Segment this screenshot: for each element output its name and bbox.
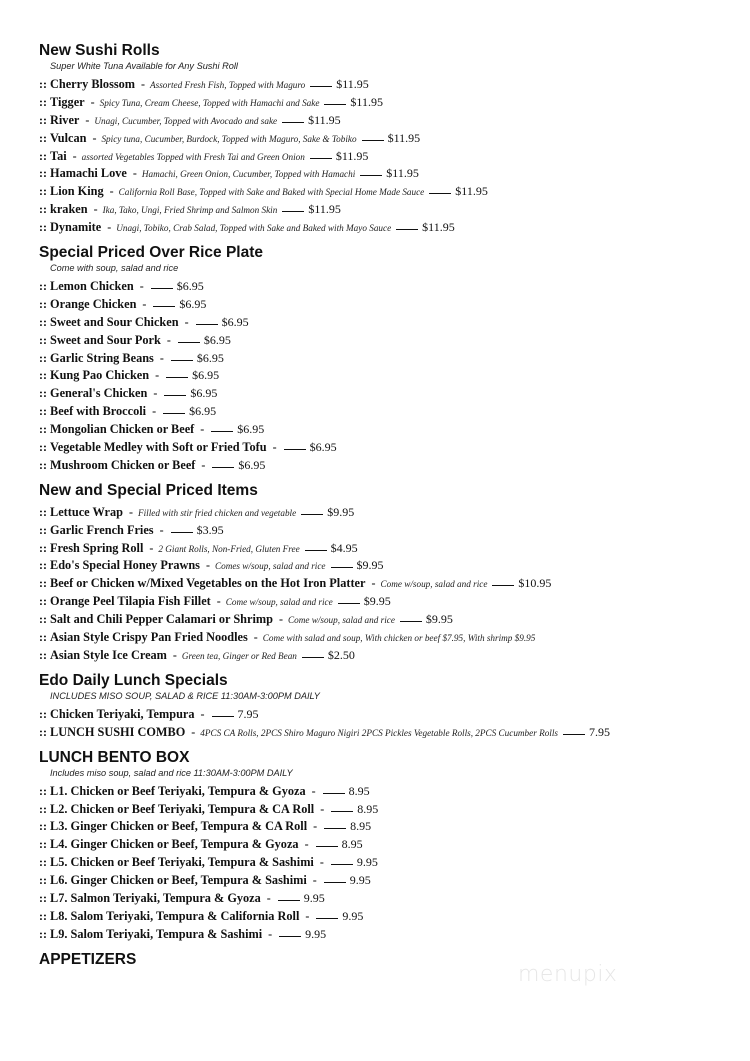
menu-item xyxy=(39,76,739,94)
item-name: Orange Peel Tilapia Fish Fillet xyxy=(50,594,211,609)
item-price: $10.95 xyxy=(518,576,552,591)
item-bullet: :: xyxy=(39,112,47,127)
item-bullet: :: xyxy=(39,837,47,852)
item-description: California Roll Base, Topped with Sake and Baked with Special Home Made Sauce xyxy=(118,187,425,198)
menu-item xyxy=(39,647,739,665)
price-leader-line xyxy=(212,466,234,468)
price-leader-line xyxy=(282,210,304,212)
item-bullet: :: xyxy=(39,279,47,294)
menu-item xyxy=(39,457,739,475)
item-price: $6.95 xyxy=(192,368,220,383)
item-bullet: :: xyxy=(39,926,47,941)
menu-item xyxy=(39,836,739,854)
price-leader-line xyxy=(338,602,360,604)
item-bullet: :: xyxy=(39,422,47,437)
price-leader-line xyxy=(429,192,451,194)
item-dash: - xyxy=(205,558,210,573)
item-description: Assorted Fresh Fish, Topped with Maguro xyxy=(150,80,306,90)
item-price: $11.95 xyxy=(422,220,455,235)
item-description: Spicy tuna, Cucumber, Burdock, Topped with Maguro, Sake & Tobiko xyxy=(101,133,357,144)
item-name: L2. Chicken or Beef Teriyaki, Tempura & CA Roll xyxy=(50,801,315,816)
menu-item xyxy=(39,522,739,540)
item-name: Beef or Chicken w/Mixed Vegetables on the Hot Iron Platter xyxy=(50,576,366,591)
menu-item xyxy=(39,148,739,166)
price-leader-line xyxy=(171,359,193,361)
item-bullet: :: xyxy=(39,368,47,383)
price-leader-line xyxy=(310,85,332,87)
item-price: 8.95 xyxy=(348,783,370,798)
item-name: L1. Chicken or Beef Teriyaki, Tempura & Gyoza xyxy=(50,783,306,798)
menu-item xyxy=(39,385,739,403)
item-price: 9.95 xyxy=(349,873,371,888)
item-price: 9.95 xyxy=(356,855,378,870)
menu-item xyxy=(39,403,739,421)
item-bullet: :: xyxy=(39,130,47,145)
item-price: 9.95 xyxy=(303,890,325,905)
item-price: $9.95 xyxy=(425,612,453,627)
item-price: $3.95 xyxy=(196,522,224,537)
item-name: Chicken Teriyaki, Tempura xyxy=(50,706,195,721)
menu-item xyxy=(39,314,739,332)
price-leader-line xyxy=(331,810,353,812)
section-title: New Sushi Rolls xyxy=(39,42,160,59)
item-dash: - xyxy=(109,184,114,199)
item-name: L8. Salom Teriyaki, Tempura & California Roll xyxy=(50,908,300,923)
price-leader-line xyxy=(279,935,301,937)
item-bullet: :: xyxy=(39,647,47,662)
price-leader-line xyxy=(324,881,346,883)
price-leader-line xyxy=(302,656,324,658)
price-leader-line xyxy=(301,513,323,515)
item-bullet: :: xyxy=(39,908,47,923)
section-subtitle: Includes miso soup, salad and rice 11:30AM-3:00PM DAILY xyxy=(50,767,293,778)
item-name: Mongolian Chicken or Beef xyxy=(50,422,195,437)
price-leader-line xyxy=(278,899,300,901)
section-appetizers xyxy=(39,950,739,969)
item-price: $6.95 xyxy=(190,386,218,401)
item-dash: - xyxy=(184,314,189,329)
item-bullet: :: xyxy=(39,94,47,109)
item-description: Filled with stir fried chicken and vegetable xyxy=(137,507,297,518)
menu-item xyxy=(39,112,739,130)
item-description: Come with salad and soup, With chicken or beef $7.95, With shrimp $9.95 xyxy=(262,633,536,644)
item-dash: - xyxy=(149,540,154,555)
item-price: $11.95 xyxy=(455,184,488,199)
menu-item xyxy=(39,593,739,611)
item-description: Come w/soup, salad and rice xyxy=(380,579,488,590)
item-dash: - xyxy=(312,873,317,888)
item-bullet: :: xyxy=(39,783,47,798)
item-dash: - xyxy=(268,926,273,941)
item-price: $9.95 xyxy=(356,558,384,573)
item-name: L3. Ginger Chicken or Beef, Tempura & CA Roll xyxy=(50,819,308,834)
item-name: Lemon Chicken xyxy=(50,279,134,294)
item-name: Edo's Special Honey Prawns xyxy=(50,558,200,573)
price-leader-line xyxy=(362,139,384,141)
price-leader-line xyxy=(212,715,234,717)
menu-item xyxy=(39,854,739,872)
menu-item xyxy=(39,165,739,183)
item-dash: - xyxy=(305,908,310,923)
item-dash: - xyxy=(141,77,146,91)
item-dash: - xyxy=(90,94,95,109)
menu-item xyxy=(39,801,739,819)
menu-item xyxy=(39,183,739,201)
item-name: Asian Style Crispy Pan Fried Noodles xyxy=(50,630,248,645)
item-dash: - xyxy=(139,279,144,294)
item-name: Vulcan xyxy=(50,130,87,145)
item-dash: - xyxy=(272,440,277,455)
item-name: Sweet and Sour Pork xyxy=(50,332,161,347)
item-dash: - xyxy=(166,332,171,347)
item-description: Ika, Tako, Ungi, Fried Shrimp and Salmon Skin xyxy=(102,205,278,216)
price-leader-line xyxy=(196,323,218,325)
price-leader-line xyxy=(284,448,306,450)
menu-page xyxy=(39,41,739,969)
item-name: L5. Chicken or Beef Teriyaki, Tempura & Sashimi xyxy=(50,855,314,870)
item-bullet: :: xyxy=(39,594,47,609)
menu-item-list xyxy=(39,76,739,237)
item-bullet: :: xyxy=(39,457,47,472)
section-title: APPETIZERS xyxy=(39,950,137,968)
menu-item xyxy=(39,201,739,219)
section-daily-lunch-specials xyxy=(39,671,739,742)
menu-item xyxy=(39,629,739,647)
item-dash: - xyxy=(92,130,97,145)
menu-item xyxy=(39,350,739,368)
section-title: New and Special Priced Items xyxy=(39,481,258,499)
price-leader-line xyxy=(163,412,185,414)
item-dash: - xyxy=(266,890,271,905)
price-leader-line xyxy=(316,845,338,847)
item-name: Tigger xyxy=(50,94,85,109)
menu-item xyxy=(39,724,739,742)
item-dash: - xyxy=(107,220,112,235)
item-name: L4. Ginger Chicken or Beef, Tempura & Gyoza xyxy=(50,837,299,852)
item-name: Asian Style Ice Cream xyxy=(50,647,167,662)
item-description: 4PCS CA Rolls, 2PCS Shiro Maguro Nigiri 2PCS Pickles Vegetable Rolls, 2PCS Cucumber Rolls xyxy=(200,727,558,738)
price-leader-line xyxy=(324,103,346,105)
item-dash: - xyxy=(159,522,164,537)
menu-item xyxy=(39,575,739,593)
item-name: Mushroom Chicken or Beef xyxy=(50,457,196,472)
item-dash: - xyxy=(200,422,205,437)
menu-item xyxy=(39,890,739,908)
item-dash: - xyxy=(319,855,324,870)
menu-item xyxy=(39,439,739,457)
item-name: Tai xyxy=(50,148,67,163)
item-dash: - xyxy=(132,166,137,181)
item-bullet: :: xyxy=(39,558,47,573)
menu-item xyxy=(39,504,739,522)
section-title: LUNCH BENTO BOX xyxy=(39,748,190,766)
menu-item-list xyxy=(39,278,739,475)
item-name: Cherry Blossom xyxy=(50,77,136,91)
menu-item xyxy=(39,94,739,112)
section-lunch-bento-box xyxy=(39,748,739,944)
item-price: 7.95 xyxy=(237,706,259,721)
item-price: $9.95 xyxy=(363,594,391,609)
price-leader-line xyxy=(310,157,332,159)
item-dash: - xyxy=(200,706,205,721)
item-dash: - xyxy=(253,630,258,645)
item-price: 7.95 xyxy=(589,724,610,739)
menu-item xyxy=(39,540,739,558)
item-bullet: :: xyxy=(39,220,47,235)
item-bullet: :: xyxy=(39,166,47,181)
section-new-sushi-rolls xyxy=(39,41,739,237)
item-price: 9.95 xyxy=(305,926,327,941)
item-price: $6.95 xyxy=(309,440,337,455)
item-name: Kung Pao Chicken xyxy=(50,368,150,383)
price-leader-line xyxy=(331,566,353,568)
item-price: $11.95 xyxy=(350,94,383,109)
item-dash: - xyxy=(142,296,147,311)
item-price: $11.95 xyxy=(308,112,341,127)
item-name: General's Chicken xyxy=(50,386,148,401)
item-description: Comes w/soup, salad and rice xyxy=(214,561,326,572)
item-name: Fresh Spring Roll xyxy=(50,540,144,555)
price-leader-line xyxy=(164,394,186,396)
section-title: Special Priced Over Rice Plate xyxy=(39,244,264,262)
item-price: $6.95 xyxy=(237,422,265,437)
item-price: $6.95 xyxy=(221,314,249,329)
item-bullet: :: xyxy=(39,612,47,627)
menu-item xyxy=(39,332,739,350)
menu-item xyxy=(39,818,739,836)
item-price: $6.95 xyxy=(196,350,224,365)
item-name: Hamachi Love xyxy=(50,166,127,181)
item-price: $6.95 xyxy=(189,404,217,419)
item-dash: - xyxy=(152,404,157,419)
price-leader-line xyxy=(211,430,233,432)
item-description: Unagi, Cucumber, Topped with Avocado and sake xyxy=(94,115,278,126)
item-description: Come w/soup, salad and rice xyxy=(225,597,333,608)
section-new-special-items xyxy=(39,481,739,665)
item-dash: - xyxy=(85,112,90,127)
price-leader-line xyxy=(305,549,327,551)
price-leader-line xyxy=(282,121,304,123)
item-description: Hamachi, Green Onion, Cucumber, Topped with Hamachi xyxy=(141,169,356,180)
item-name: kraken xyxy=(50,202,88,217)
item-name: L7. Salmon Teriyaki, Tempura & Gyoza xyxy=(50,890,261,905)
item-dash: - xyxy=(304,837,309,852)
price-leader-line xyxy=(323,792,345,794)
item-price: 8.95 xyxy=(341,837,363,852)
item-dash: - xyxy=(172,647,177,662)
item-bullet: :: xyxy=(39,576,47,591)
item-bullet: :: xyxy=(39,77,47,91)
item-bullet: :: xyxy=(39,332,47,347)
item-bullet: :: xyxy=(39,706,47,721)
item-bullet: :: xyxy=(39,386,47,401)
item-price: $6.95 xyxy=(179,296,207,311)
menu-item xyxy=(39,296,739,314)
menu-item-list xyxy=(39,783,739,944)
item-bullet: :: xyxy=(39,184,47,199)
item-bullet: :: xyxy=(39,404,47,419)
item-bullet: :: xyxy=(39,522,47,537)
item-dash: - xyxy=(216,594,221,609)
item-price: $6.95 xyxy=(238,457,266,472)
section-subtitle: Come with soup, salad and rice xyxy=(50,263,179,274)
item-bullet: :: xyxy=(39,890,47,905)
item-price: $6.95 xyxy=(176,279,204,294)
item-dash: - xyxy=(313,819,318,834)
price-leader-line xyxy=(316,917,338,919)
item-dash: - xyxy=(371,576,376,591)
menu-item xyxy=(39,783,739,801)
item-name: Salt and Chili Pepper Calamari or Shrimp xyxy=(50,612,273,627)
item-dash: - xyxy=(278,612,283,627)
item-description: assorted Vegetables Topped with Fresh Tai and Green Onion xyxy=(81,151,305,162)
item-name: Orange Chicken xyxy=(50,296,137,311)
menu-item xyxy=(39,706,739,724)
item-bullet: :: xyxy=(39,148,47,163)
item-name: Lettuce Wrap xyxy=(50,504,123,519)
item-price: 9.95 xyxy=(342,908,364,923)
price-leader-line xyxy=(166,376,188,378)
menu-item xyxy=(39,908,739,926)
price-leader-line xyxy=(178,341,200,343)
item-name: L6. Ginger Chicken or Beef, Tempura & Sashimi xyxy=(50,873,307,888)
item-price: 8.95 xyxy=(350,819,372,834)
item-bullet: :: xyxy=(39,314,47,329)
item-description: Green tea, Ginger or Red Bean xyxy=(181,650,297,661)
item-dash: - xyxy=(311,783,316,798)
item-name: Garlic French Fries xyxy=(50,522,154,537)
item-name: Vegetable Medley with Soft or Fried Tofu xyxy=(50,440,267,455)
item-name: River xyxy=(50,112,80,127)
item-dash: - xyxy=(128,504,133,519)
menu-item xyxy=(39,130,739,148)
item-name: Lion King xyxy=(50,184,104,199)
item-price: $4.95 xyxy=(330,540,358,555)
item-description: Come w/soup, salad and rice xyxy=(287,615,395,626)
section-subtitle: Super White Tuna Available for Any Sushi Roll xyxy=(50,61,238,71)
item-name: Sweet and Sour Chicken xyxy=(50,314,179,329)
item-name: L9. Salom Teriyaki, Tempura & Sashimi xyxy=(50,926,263,941)
item-price: $11.95 xyxy=(336,77,369,91)
menu-item-list xyxy=(39,504,739,665)
item-dash: - xyxy=(153,386,158,401)
item-price: $6.95 xyxy=(203,332,231,347)
item-dash: - xyxy=(201,457,206,472)
menu-item xyxy=(39,611,739,629)
item-bullet: :: xyxy=(39,504,47,519)
item-description: Unagi, Tobiko, Crab Salad, Topped with Sake and Baked with Mayo Sauce xyxy=(116,223,392,234)
section-subtitle: INCLUDES MISO SOUP, SALAD & RICE 11:30AM-3:00PM DAILY xyxy=(50,690,320,701)
item-dash: - xyxy=(72,148,77,163)
item-price: $11.95 xyxy=(387,130,421,145)
item-name: LUNCH SUSHI COMBO xyxy=(50,724,186,739)
price-leader-line xyxy=(153,305,175,307)
item-bullet: :: xyxy=(39,801,47,816)
item-bullet: :: xyxy=(39,630,47,645)
item-bullet: :: xyxy=(39,440,47,455)
watermark-logo: menupix xyxy=(518,962,618,987)
item-price: $9.95 xyxy=(327,504,355,519)
item-bullet: :: xyxy=(39,350,47,365)
item-bullet: :: xyxy=(39,819,47,834)
menu-item xyxy=(39,926,739,944)
item-name: Garlic String Beans xyxy=(50,350,154,365)
price-leader-line xyxy=(360,174,382,176)
menu-item xyxy=(39,872,739,890)
price-leader-line xyxy=(492,584,514,586)
price-leader-line xyxy=(396,228,418,230)
item-bullet: :: xyxy=(39,540,47,555)
item-dash: - xyxy=(93,202,98,217)
item-description: 2 Giant Rolls, Non-Fried, Gluten Free xyxy=(158,543,300,554)
item-bullet: :: xyxy=(39,873,47,888)
section-title: Edo Daily Lunch Specials xyxy=(39,671,228,689)
section-over-rice-plate xyxy=(39,243,739,475)
price-leader-line xyxy=(324,827,346,829)
price-leader-line xyxy=(400,620,422,622)
price-leader-line xyxy=(151,287,173,289)
price-leader-line xyxy=(563,733,585,735)
price-leader-line xyxy=(171,531,193,533)
menu-item xyxy=(39,367,739,385)
price-leader-line xyxy=(331,863,353,865)
item-bullet: :: xyxy=(39,855,47,870)
menu-item xyxy=(39,557,739,575)
item-name: Beef with Broccoli xyxy=(50,404,147,419)
menu-item xyxy=(39,219,739,237)
item-price: 8.95 xyxy=(357,801,379,816)
item-bullet: :: xyxy=(39,202,47,217)
item-dash: - xyxy=(159,350,164,365)
item-bullet: :: xyxy=(39,296,47,311)
item-dash: - xyxy=(320,801,325,816)
item-price: $11.95 xyxy=(308,202,341,217)
item-price: $2.50 xyxy=(327,647,355,662)
item-description: Spicy Tuna, Cream Cheese, Topped with Hamachi and Sake xyxy=(99,97,320,108)
menu-item xyxy=(39,421,739,439)
menu-item xyxy=(39,278,739,296)
item-dash: - xyxy=(191,724,196,739)
item-name: Dynamite xyxy=(50,220,102,235)
menu-item-list xyxy=(39,706,739,742)
item-bullet: :: xyxy=(39,724,47,739)
item-price: $11.95 xyxy=(386,166,419,181)
item-price: $11.95 xyxy=(335,148,369,163)
item-dash: - xyxy=(155,368,160,383)
